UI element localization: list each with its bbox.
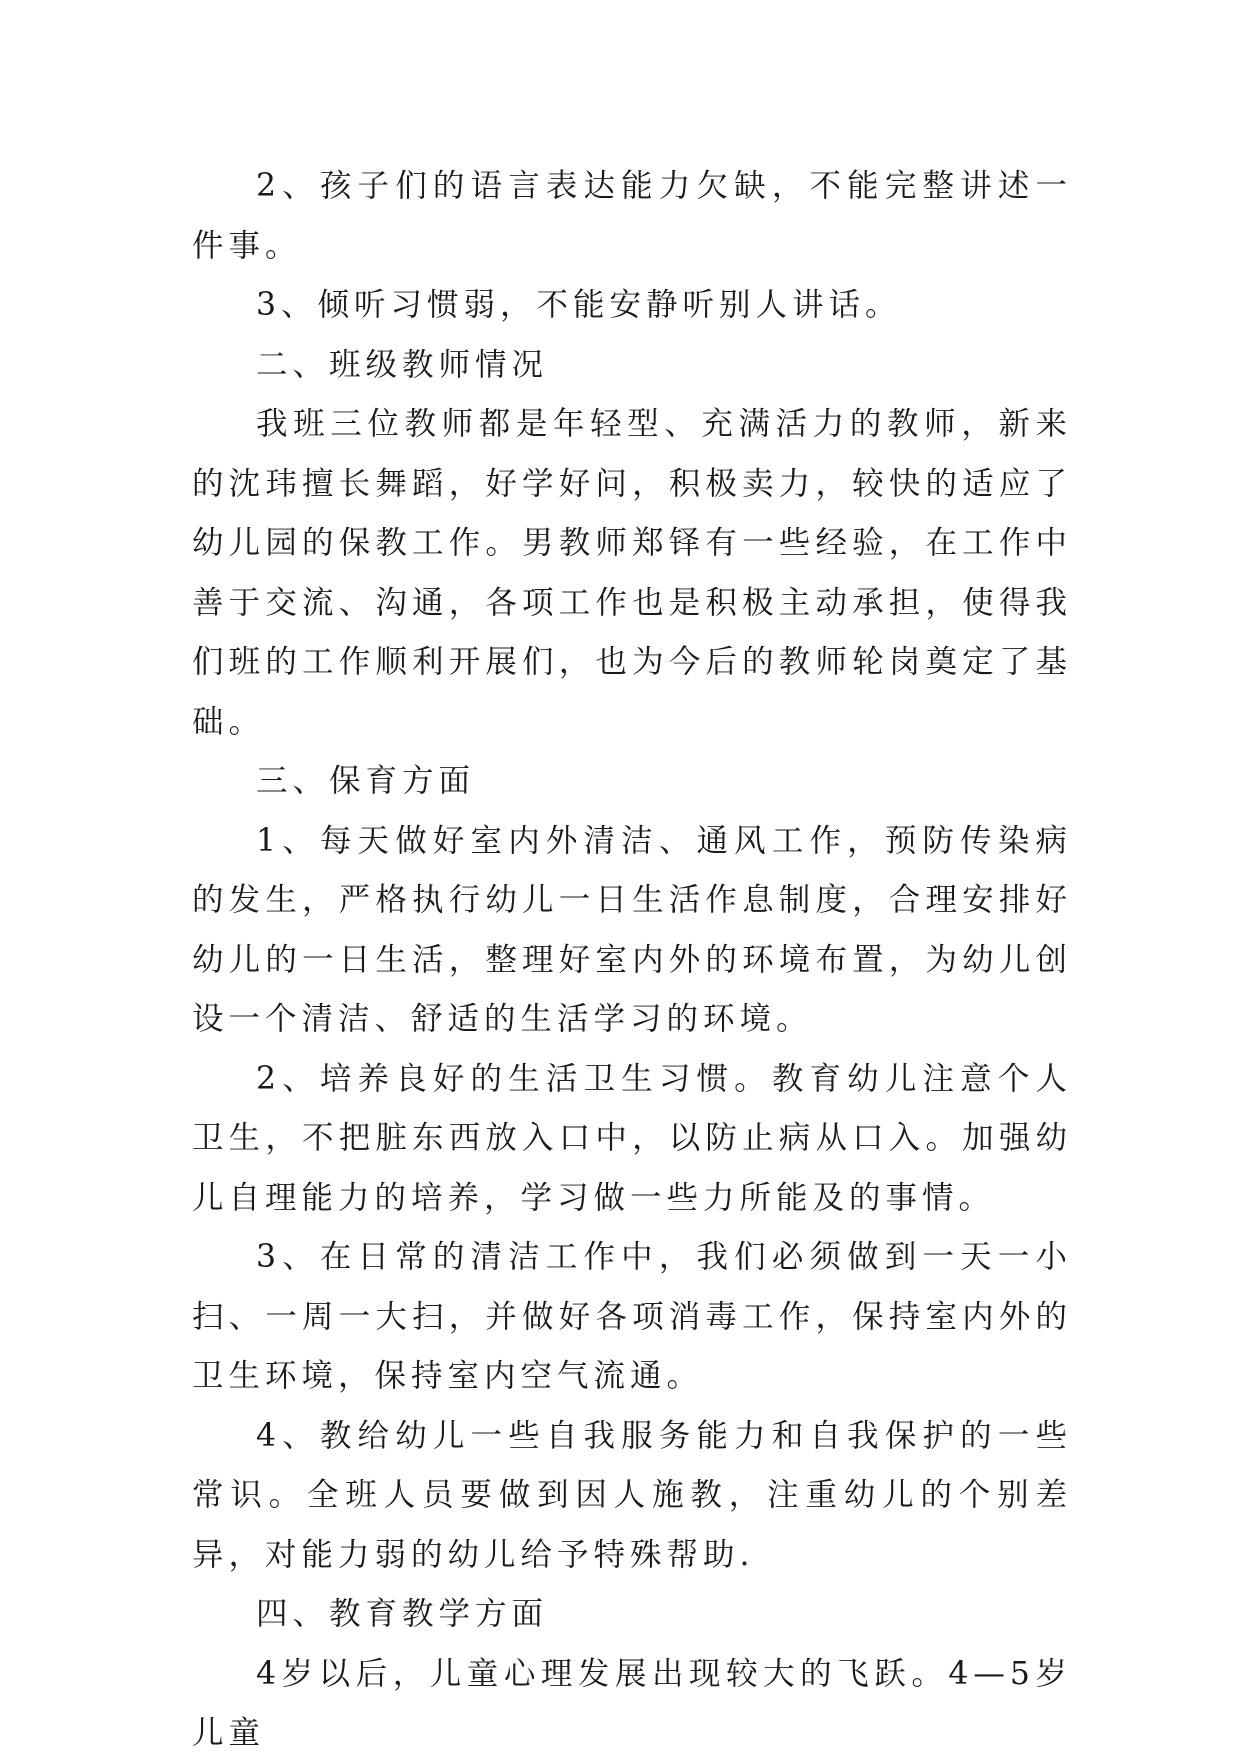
paragraph-teachers-description: 我班三位教师都是年轻型、充满活力的教师，新来的沈玮擅长舞蹈，好学好问，积极卖力，较快的适应了幼儿园的保教工作。男教师郑铎有一些经验，在工作中善于交流、沟通，各项工作也是积极主动承担，使得我们班的工作顺利开展们，也为今后的教师轮岗奠定了基础。 [192, 406, 1072, 740]
section-heading-teachers: 二、班级教师情况 [256, 346, 549, 383]
paragraph-care-cleaning: 1、每天做好室内外清洁、通风工作，预防传染病的发生，严格执行幼儿一日生活作息制度，合理安排好幼儿的一日生活，整理好室内外的环境布置，为幼儿创设一个清洁、舒适的生活学习的环境。 [192, 822, 1072, 1037]
section-heading-teaching: 四、教育教学方面 [256, 1596, 549, 1632]
paragraph-language-expression: 2、孩子们的语言表达能力欠缺，不能完整讲述一件事。 [192, 168, 1072, 264]
document-body [192, 157, 1072, 1764]
paragraph-care-self-service: 4、教给幼儿一些自我服务能力和自我保护的一些常识。全班人员要做到因人施教，注重幼儿的个别差异，对能力弱的幼儿给予特殊帮助. [192, 1417, 1072, 1573]
paragraph-teaching-development: 4岁以后，儿童心理发展出现较大的飞跃。4—5岁儿童 [192, 1655, 1072, 1751]
paragraph-listening-habits: 3、倾听习惯弱，不能安静听别人讲话。 [256, 287, 902, 323]
paragraph-care-hygiene-habits: 2、培养良好的生活卫生习惯。教育幼儿注意个人卫生，不把脏东西放入口中，以防止病从口入。加强幼儿自理能力的培养，学习做一些力所能及的事情。 [192, 1060, 1072, 1216]
section-heading-care: 三、保育方面 [256, 763, 476, 799]
paragraph-care-daily-cleaning: 3、在日常的清洁工作中，我们必须做到一天一小扫、一周一大扫，并做好各项消毒工作，保持室内外的卫生环境，保持室内空气流通。 [192, 1239, 1072, 1394]
